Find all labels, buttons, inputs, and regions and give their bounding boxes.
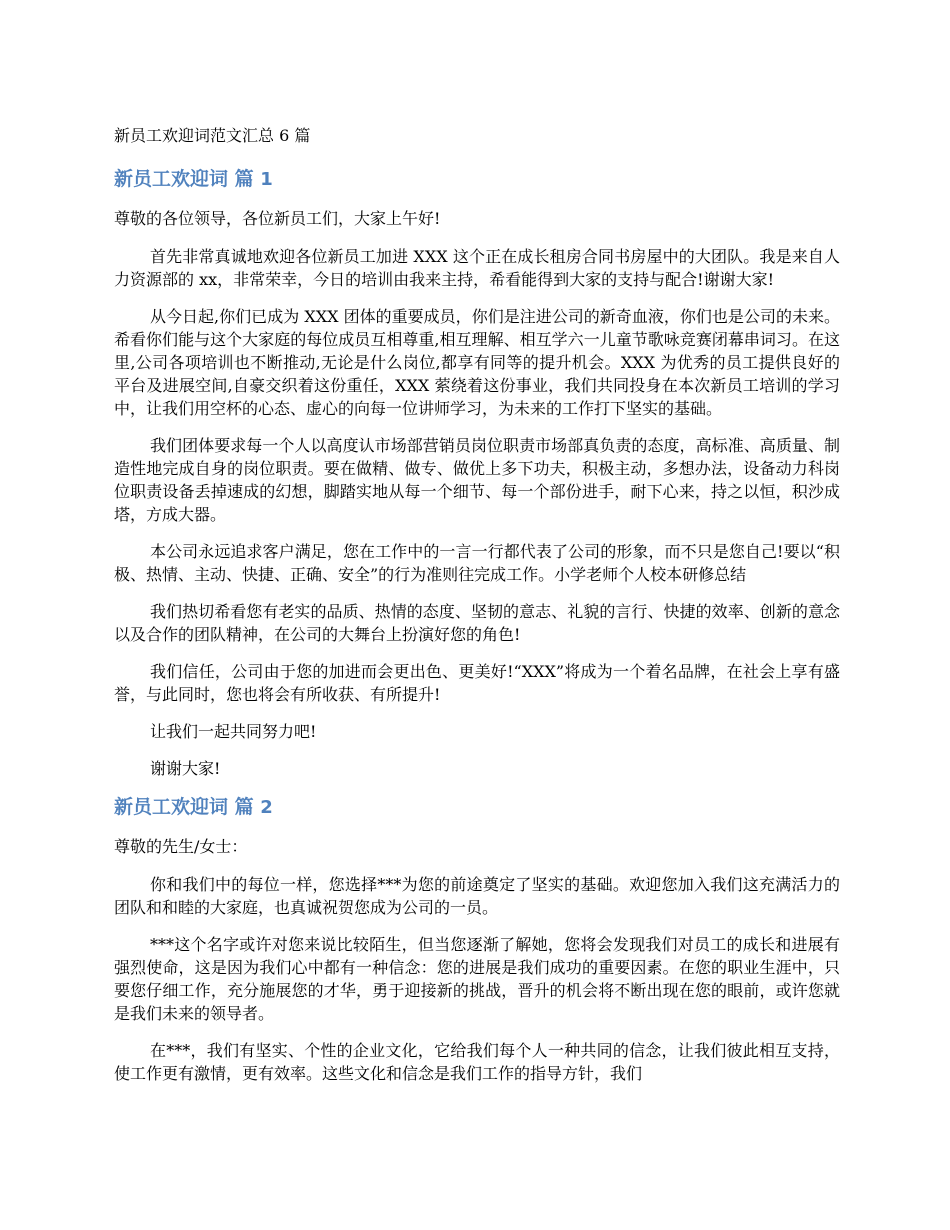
document-title: 新员工欢迎词范文汇总 6 篇 — [114, 126, 311, 145]
section-1 — [114, 166, 840, 780]
section-2 — [114, 794, 840, 1085]
section-heading — [114, 794, 840, 821]
paragraph: 你和我们中的每位一样，您选择***为您的前途奠定了坚实的基础。欢迎您加入我们这充满活力的团队和和睦的大家庭，也真诚祝贺您成为公司的一员。 — [114, 875, 840, 917]
paragraph: 在***，我们有坚实、个性的企业文化，它给我们每个人一种共同的信念，让我们彼此相互支持，使工作更有激情，更有效率。这些文化和信念是我们工作的指导方针，我们 — [114, 1041, 840, 1083]
paragraph: ***这个名字或许对您来说比较陌生，但当您逐渐了解她，您将会发现我们对员工的成长和进展有强烈使命，这是因为我们心中都有一种信念：您的进展是我们成功的重要因素。在您的职业生涯中，只要您仔细工作，充分施展您的才华，勇于迎接新的挑战，晋升的机会将不断出现在您的眼前，或许您就是我们未来的领导者。 — [114, 935, 840, 1023]
paragraph: 我们团体要求每一个人以高度认市场部营销员岗位职责市场部真负责的态度，高标准、高质量、制造性地完成自身的岗位职责。要在做精、做专、做优上多下功夫，积极主动，多想办法，设备动力科岗位职责设备丢掉速成的幻想，脚踏实地从每一个细节、每一个部份进手，耐下心来，持之以恒，积沙成塔，方成大器。 — [114, 436, 840, 524]
section-heading — [114, 166, 840, 193]
salutation: 尊敬的各位领导，各位新员工们，大家上午好! — [114, 209, 441, 228]
salutation: 尊敬的先生/女士： — [114, 837, 248, 856]
document-page — [114, 124, 840, 1099]
paragraph: 让我们一起共同努力吧! — [150, 722, 317, 741]
section-heading-text: 新员工欢迎词 篇 — [114, 796, 254, 818]
paragraph: 谢谢大家! — [150, 759, 221, 778]
paragraph: 我们信任，公司由于您的加进而会更出色、更美好!“XXX”将成为一个着名品牌，在社会上享有盛誉，与此同时，您也将会有所收获、有所提升! — [114, 662, 840, 704]
paragraph: 首先非常真诚地欢迎各位新员工加进 XXX 这个正在成长租房合同书房屋中的大团队。我是来自人力资源部的 xx，非常荣幸，今日的培训由我来主持，希看能得到大家的支持与配合!谢谢大家! — [114, 247, 840, 289]
section-heading-text: 新员工欢迎词 篇 — [114, 168, 254, 190]
section-heading-number: 1 — [260, 169, 273, 190]
paragraph: 本公司永远追求客户满足，您在工作中的一言一行都代表了公司的形象，而不只是您自己!要以“积极、热情、主动、快捷、正确、安全”的行为准则往完成工作。小学老师个人校本研修总结 — [114, 542, 840, 584]
section-heading-number: 2 — [260, 797, 273, 818]
paragraph: 我们热切希看您有老实的品质、热情的态度、坚韧的意志、礼貌的言行、快捷的效率、创新的意念以及合作的团队精神，在公司的大舞台上扮演好您的角色! — [114, 602, 840, 644]
paragraph: 从今日起,你们已成为 XXX 团体的重要成员，你们是注进公司的新奇血液，你们也是公司的未来。希看你们能与这个大家庭的每位成员互相尊重,相互理解、相互学六一儿童节歌咏竞赛闭幕串词习。在这里,公司各项培训也不断推动,无论是什么岗位,都享有同等的提升机会。XXX 为优秀的员工提供良好的平台及进展空间,自豪交织着这份重任，XXX 萦绕着这份事业，我们共同投身在本次新员工培训的学习中，让我们用空杯的心态、虚心的向每一位讲师学习，为未来的工作打下坚实的基础。 — [114, 307, 840, 418]
